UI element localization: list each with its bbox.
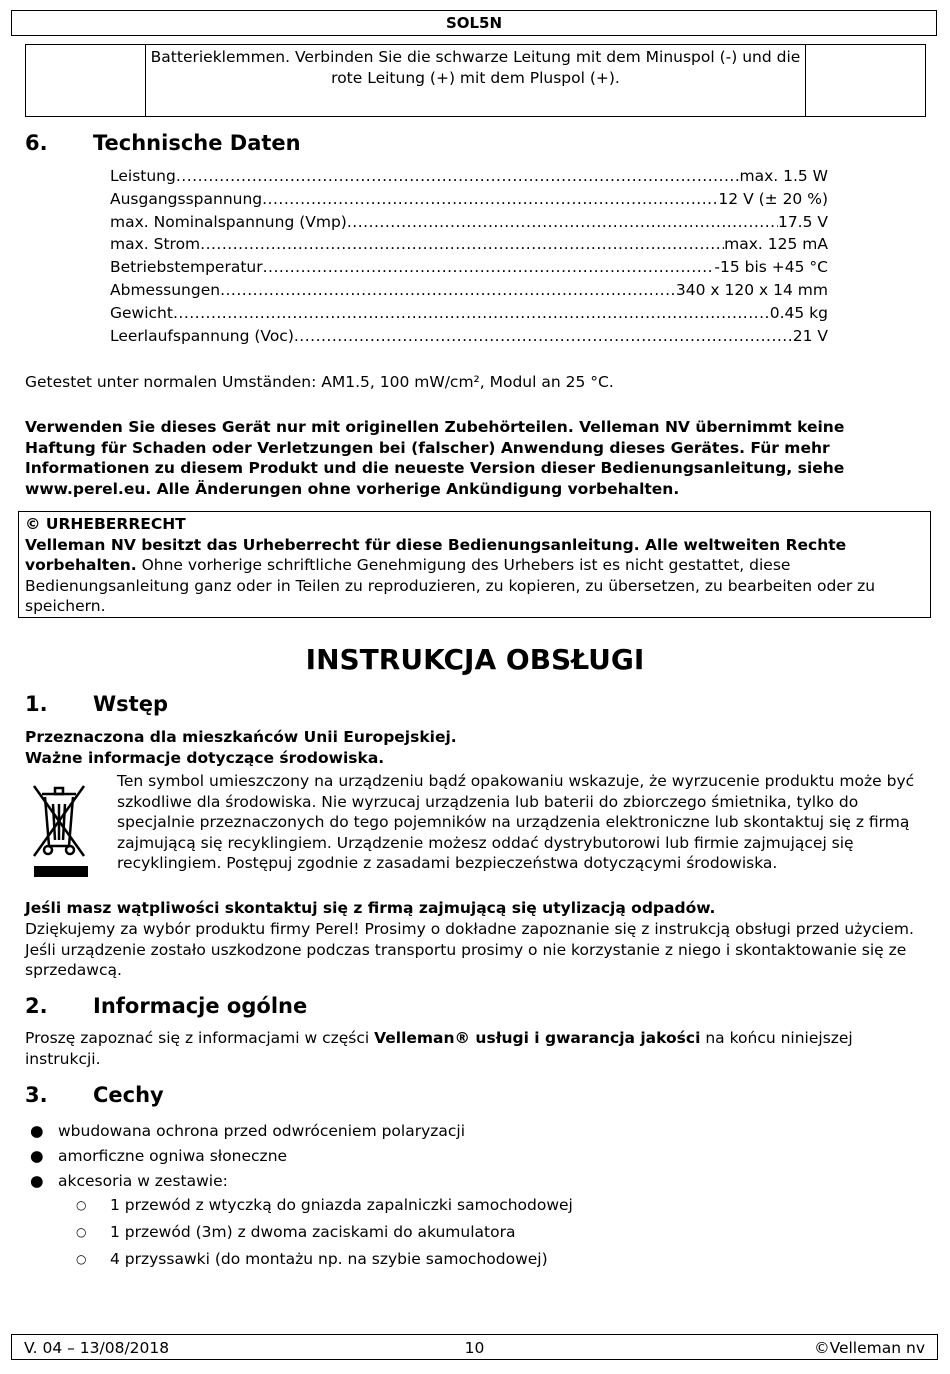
dot-leader xyxy=(173,302,770,325)
bullet-icon: ● xyxy=(30,1147,44,1165)
spec-value: 21 V xyxy=(792,327,828,345)
dot-leader xyxy=(294,325,793,348)
section-2-heading xyxy=(25,994,308,1018)
spec-row xyxy=(110,188,828,211)
page-footer xyxy=(11,1334,938,1360)
table-cell-left xyxy=(26,45,146,116)
copyright-body xyxy=(25,535,924,617)
spec-label: Leerlaufspannung (Voc) xyxy=(110,327,294,345)
section-3-heading xyxy=(25,1083,164,1107)
list-item-text: akcesoria w zestawie: xyxy=(58,1172,228,1190)
weee-text: Ten symbol umieszczony na urządzeniu bądź opakowaniu wskazuje, że wyrzucenie produktu może być szkodliwe dla środowiska. Nie wyrzucaj urządzenia lub baterii do zbiorczego śmietnika, tylko do specjalnie przeznaczonych do tego pojemników na urządzenia elektroniczne lub skontaktuj się z firmą zajmującą się recyklingiem. Urządzenie możesz oddać dystrybutorowi lub firmie zajmującej się recyklingiem. Postępuj zgodnie z zasadami bezpieczeństwa dotyczącymi środowiska. xyxy=(117,772,915,873)
section-number: 2. xyxy=(25,994,48,1018)
dot-leader xyxy=(176,165,740,188)
bullet-icon: ● xyxy=(30,1172,44,1190)
spec-label: Ausgangsspannung xyxy=(110,190,263,208)
spec-row xyxy=(110,325,828,348)
copyright-box xyxy=(18,511,931,618)
section-number: 6. xyxy=(25,131,48,155)
spec-row xyxy=(110,165,828,188)
spec-value: -15 bis +45 °C xyxy=(714,258,828,276)
environment-heading: Ważne informacje dotyczące środowiska. xyxy=(25,749,385,767)
copyright-heading: © URHEBERRECHT xyxy=(25,515,186,533)
text-part: na końcu niniejszej instrukcji. xyxy=(25,1029,853,1068)
section-title: Informacje ogólne xyxy=(93,994,308,1018)
spec-label: max. Nominalspannung (Vmp) xyxy=(110,213,347,231)
dot-leader xyxy=(220,279,676,302)
spec-value: 17.5 V xyxy=(777,213,828,231)
spec-value: max. 1.5 W xyxy=(739,167,828,185)
spec-label: Leistung xyxy=(110,167,176,185)
circle-bullet-icon: ○ xyxy=(76,1225,87,1239)
header-title: SOL5N xyxy=(445,14,503,32)
spec-row xyxy=(110,302,828,325)
list-item-text: wbudowana ochrona przed odwróceniem polaryzacji xyxy=(58,1122,466,1140)
circle-bullet-icon: ○ xyxy=(76,1198,87,1212)
copyright-bold-text: Velleman NV besitzt das Urheberrecht für diese Bedienungsanleitung. Alle weltweiten Rechte vorbehalten. xyxy=(25,535,847,575)
section-6-heading xyxy=(25,131,301,155)
waste-contact-note: Jeśli masz wątpliwości skontaktuj się z firmą zajmującą się utylizacją odpadów. xyxy=(25,899,716,917)
footer-copyright: ©Velleman nv xyxy=(814,1339,925,1357)
bullet-icon: ● xyxy=(30,1122,44,1140)
weee-bin-icon xyxy=(28,780,90,880)
eu-residents-note: Przeznaczona dla mieszkańców Unii Europejskiej. xyxy=(25,728,457,746)
spec-label: Gewicht xyxy=(110,304,173,322)
spec-row xyxy=(110,233,828,256)
general-info-text xyxy=(25,1028,925,1069)
spec-value: 0.45 kg xyxy=(769,304,828,322)
section-1-heading xyxy=(25,692,168,716)
dot-leader xyxy=(200,233,724,256)
spec-label: max. Strom xyxy=(110,235,201,253)
footer-page-number: 10 xyxy=(464,1339,485,1357)
footer-version: V. 04 – 13/08/2018 xyxy=(24,1339,170,1357)
spec-value: 340 x 120 x 14 mm xyxy=(675,281,828,299)
circle-bullet-icon: ○ xyxy=(76,1252,87,1266)
top-table xyxy=(25,44,926,117)
spec-row xyxy=(110,279,828,302)
dot-leader xyxy=(262,188,718,211)
tested-note: Getestet unter normalen Umständen: AM1.5, 100 mW/cm², Modul an 25 °C. xyxy=(25,373,614,391)
text-bold-part: Velleman® usługi i gwarancja jakości xyxy=(374,1029,701,1047)
spec-row xyxy=(110,256,828,279)
spec-label: Betriebstemperatur xyxy=(110,258,263,276)
page-header xyxy=(11,10,937,36)
list-item-text: amorficzne ogniwa słoneczne xyxy=(58,1147,288,1165)
dot-leader xyxy=(263,256,715,279)
spec-value: max. 125 mA xyxy=(724,235,828,253)
section-number: 1. xyxy=(25,692,48,716)
dot-leader xyxy=(347,211,778,234)
table-cell-text: Batterieklemmen. Verbinden Sie die schwarze Leitung mit dem Minuspol (-) und die rote Leitung (+) mit dem Pluspol (+). xyxy=(150,48,801,87)
sub-list-item-text: 1 przewód z wtyczką do gniazda zapalniczki samochodowej xyxy=(110,1196,573,1214)
disclaimer: Verwenden Sie dieses Gerät nur mit originellen Zubehörteilen. Velleman NV übernimmt keine Haftung für Schaden oder Verletzungen bei (falscher) Anwendung dieses Gerätes. Für mehr Informationen zu diesem Produkt und die neueste Version dieser Bedienungsanleitung, siehe www.perel.eu. Alle Änderungen ohne vorherige Ankündigung vorbehalten. xyxy=(25,418,845,498)
spec-row xyxy=(110,211,828,234)
pl-manual-title: INSTRUKCJA OBSŁUGI xyxy=(305,643,645,676)
text-part: Proszę zapoznać się z informacjami w części xyxy=(25,1029,375,1047)
section-number: 3. xyxy=(25,1083,48,1107)
spec-label: Abmessungen xyxy=(110,281,221,299)
section-title: Cechy xyxy=(93,1083,164,1107)
sub-list-item-text: 1 przewód (3m) z dwoma zaciskami do akumulatora xyxy=(110,1223,516,1241)
copyright-text: Ohne vorherige schriftliche Genehmigung des Urhebers ist es nicht gestattet, diese Bedienungsanleitung ganz oder in Teilen zu reproduzieren, zu kopieren, zu übersetzen, zu bearbeiten oder zu speichern. xyxy=(25,556,876,616)
section-title: Wstęp xyxy=(93,692,168,716)
thanks-text: Dziękujemy za wybór produktu firmy Perel! Prosimy o dokładne zapoznanie się z instrukcją obsługi przed użyciem. Jeśli urządzenie zostało uszkodzone podczas transportu prosimy o nie korzystanie z niego i skontaktowanie się ze sprzedawcą. xyxy=(25,920,914,980)
sub-list-item-text: 4 przyssawki (do montażu np. na szybie samochodowej) xyxy=(110,1250,548,1268)
section-title: Technische Daten xyxy=(93,131,301,155)
table-cell-right xyxy=(805,45,925,116)
spec-value: 12 V (± 20 %) xyxy=(718,190,828,208)
